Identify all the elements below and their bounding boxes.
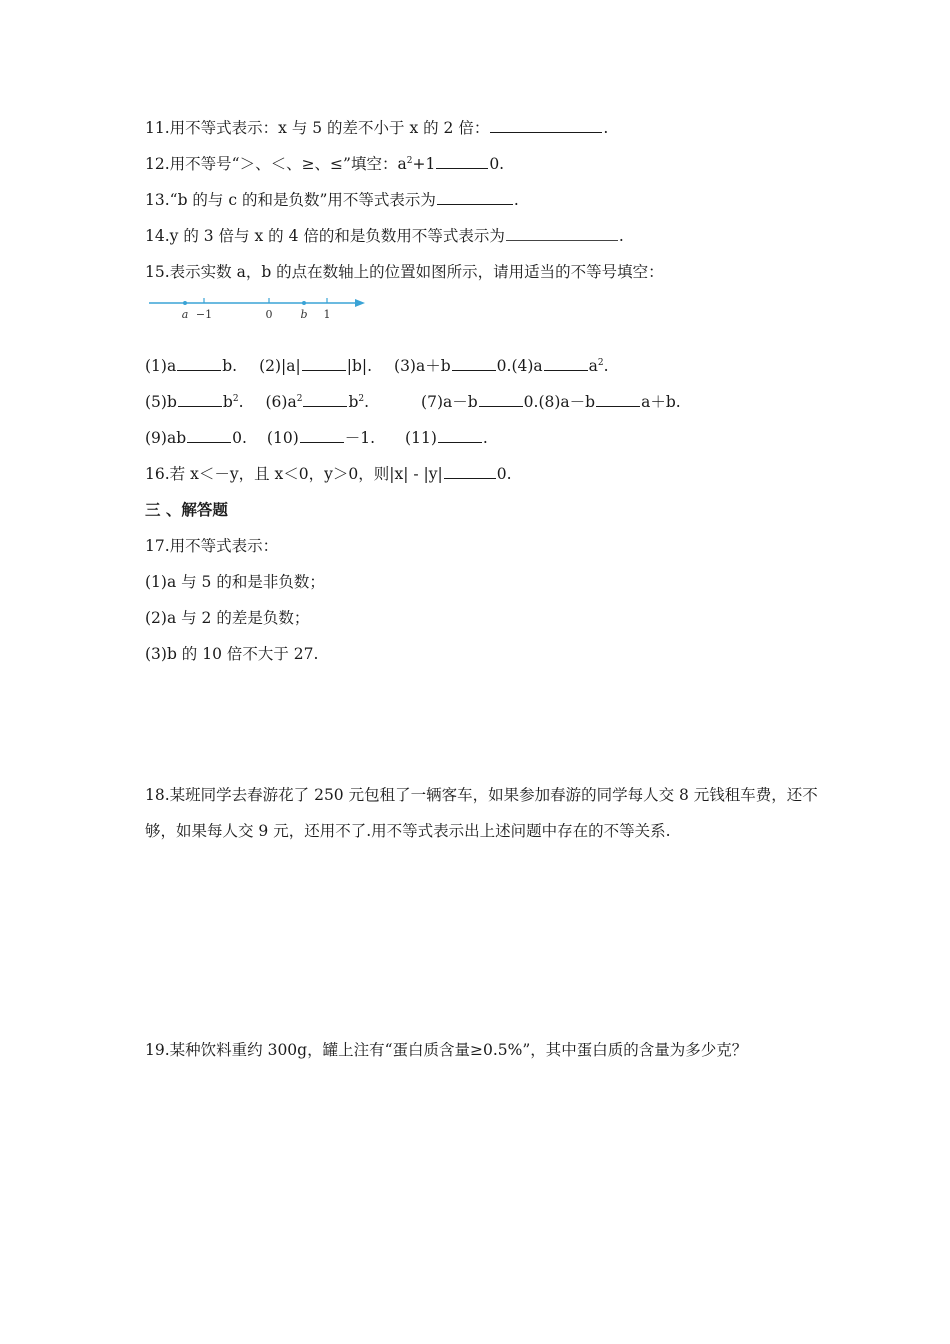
answer-blank-15-4[interactable] xyxy=(544,356,588,371)
answer-blank-14[interactable] xyxy=(506,226,618,241)
question-15-row-3: (9)ab 0. (10) －1. (11) . xyxy=(145,429,488,447)
question-12: 12.用不等号“＞、＜、≥、≤”填空：$a^2+1$ 0. xyxy=(145,155,505,173)
answer-blank-15-6[interactable] xyxy=(303,392,347,407)
answer-blank-15-10[interactable] xyxy=(300,428,344,443)
question-18: 18.某班同学去春游花了 250 元包租了一辆客车，如果参加春游的同学每人交 8 元钱租车费，还不够，如果每人交 9 元，还用不了.用不等式表示出上述问题中存在的不等关系. xyxy=(145,786,818,840)
section-title-answers: 三 、解答题 xyxy=(145,501,228,519)
answer-blank-15-7[interactable] xyxy=(479,392,523,407)
label-b: b xyxy=(300,308,308,321)
question-14: 14.y 的 3 倍与 x 的 4 倍的和是负数用不等式表示为 . xyxy=(145,227,624,245)
question-13: 13.“b 的与 c 的和是负数”用不等式表示为 . xyxy=(145,191,519,209)
answer-blank-15-5[interactable] xyxy=(178,392,222,407)
answer-blank-15-11[interactable] xyxy=(438,428,482,443)
question-17-title: 17.用不等式表示： xyxy=(145,537,279,555)
label-zero: 0 xyxy=(265,308,273,321)
label-a: a xyxy=(181,308,189,321)
question-16: 16.若 x＜－y，且 x＜0，y＞0，则|x| - |y| 0. xyxy=(145,465,512,483)
number-line-figure xyxy=(145,292,375,326)
answer-blank-15-1[interactable] xyxy=(177,356,221,371)
question-15-row-2: (5)b $b^2$. $(6)a^2$ $b^2$. (7)a－b 0.(8)a－b a＋b. xyxy=(145,393,681,411)
question-17-item-1: (1)a 与 5 的和是非负数； xyxy=(145,573,325,591)
point-b xyxy=(302,301,306,305)
arrow-icon xyxy=(355,299,365,307)
question-15: 15.表示实数 a，b 的点在数轴上的位置如图所示，请用适当的不等号填空： xyxy=(145,263,664,281)
answer-blank-15-9[interactable] xyxy=(187,428,231,443)
answer-blank-16[interactable] xyxy=(444,464,496,479)
question-17-item-3: (3)b 的 10 倍不大于 27. xyxy=(145,645,319,663)
label-one: 1 xyxy=(323,308,331,321)
answer-blank-13[interactable] xyxy=(437,190,513,205)
question-19: 19.某种饮料重约 300g，罐上注有“蛋白质含量≥0.5%”，其中蛋白质的含量为多少克？ xyxy=(145,1041,748,1059)
question-15-row-1: (1)a b. (2)|a| |b|. (3)a＋b 0.(4)a $a^2$. xyxy=(145,357,609,375)
question-17-item-2: (2)a 与 2 的差是负数； xyxy=(145,609,310,627)
point-a xyxy=(183,301,187,305)
answer-blank-15-3[interactable] xyxy=(452,356,496,371)
question-11: 11.用不等式表示：x 与 5 的差不小于 x 的 2 倍： . xyxy=(145,119,609,137)
answer-blank-12[interactable] xyxy=(436,154,488,169)
answer-blank-15-2[interactable] xyxy=(302,356,346,371)
label-minus-one: −1 xyxy=(195,308,213,321)
answer-blank-11[interactable] xyxy=(490,118,602,133)
answer-blank-15-8[interactable] xyxy=(596,392,640,407)
